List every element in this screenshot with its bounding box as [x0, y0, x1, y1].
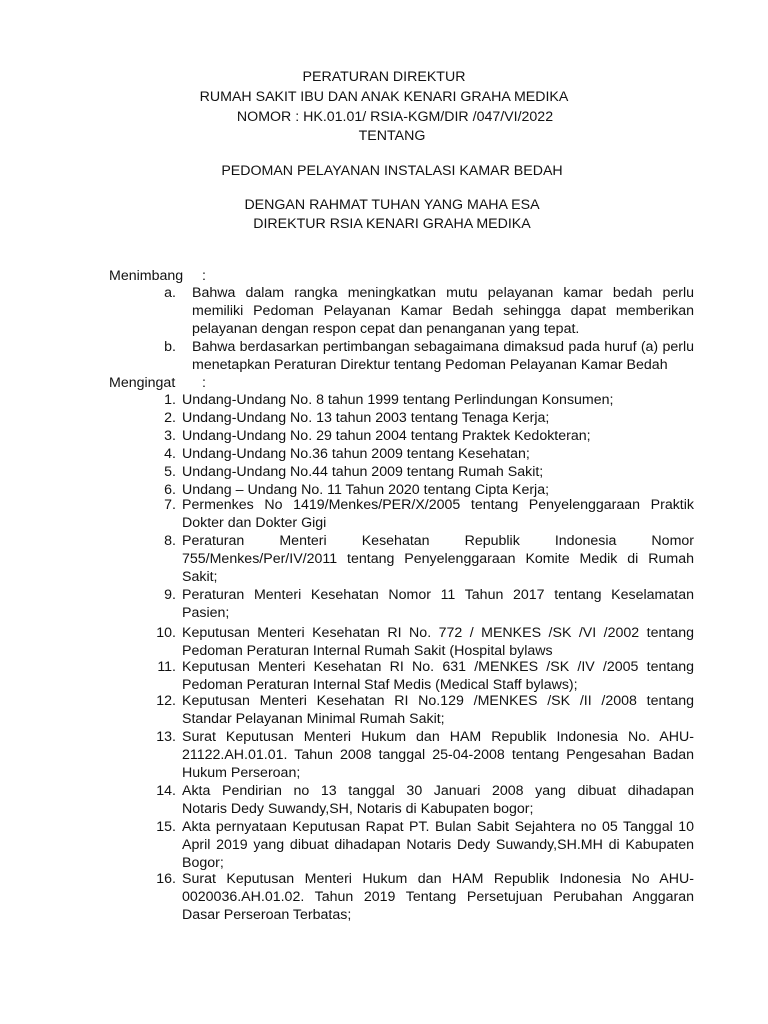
mengingat-item-text-line: Surat Keputusan Menteri Hukum dan HAM Republik Indonesia No AHU-	[182, 871, 694, 887]
mengingat-item-marker: 2.	[164, 410, 176, 426]
mengingat-item-text-line: Keputusan Menteri Kesehatan RI No. 631 /MENKES /SK /IV /2005 tentang	[182, 659, 694, 675]
menimbang-item-text-line: memiliki Pedoman Pelayanan Kamar Bedah sehingga dapat memberikan	[192, 303, 694, 320]
mengingat-item-text-line: 21122.AH.01.01. Tahun 2008 tanggal 25-04-2008 tentang Pengesahan Badan	[182, 747, 694, 764]
mengingat-item-text-line: Notaris Dedy Suwandy,SH, Notaris di Kabupaten bogor;	[182, 801, 534, 818]
menimbang-item-marker: b.	[164, 339, 176, 355]
mengingat-item-marker: 9.	[164, 587, 176, 603]
mengingat-item-marker: 6.	[164, 482, 176, 498]
mengingat-item-text-line: Bogor;	[182, 855, 224, 872]
mengingat-item-text-line: Dokter dan Dokter Gigi	[182, 515, 327, 532]
mengingat-item-text-line: Surat Keputusan Menteri Hukum dan HAM Republik Indonesia No. AHU-	[182, 729, 694, 745]
mengingat-item-text-line: April 2019 yang dibuat dihadapan Notaris Dedy Suwandy,SH.MH di Kabupaten	[182, 837, 694, 854]
mengingat-item-text-line: 0020036.AH.01.02. Tahun 2019 Tentang Persetujuan Perubahan Anggaran	[182, 889, 694, 906]
mengingat-item-text-line: Sakit;	[182, 569, 218, 586]
mengingat-item-text-line: Standar Pelayanan Minimal Rumah Sakit;	[182, 711, 445, 728]
menimbang-item-text-line: menetapkan Peraturan Direktur tentang Pedoman Pelayanan Kamar Bedah	[192, 357, 668, 374]
menimbang-item-text-line: pelayanan dengan respon cepat dan penanganan yang tepat.	[192, 321, 580, 338]
mengingat-item-text-line: Peraturan Menteri Kesehatan Republik Indonesia Nomor	[182, 533, 694, 549]
menimbang-label: Menimbang	[109, 268, 184, 284]
tentang-heading: TENTANG	[358, 128, 426, 144]
mengingat-item-marker: 4.	[164, 446, 176, 462]
mengingat-item-text-line: Undang-Undang No. 8 tahun 1999 tentang Perlindungan Konsumen;	[182, 392, 614, 408]
menimbang-item-marker: a.	[164, 285, 176, 301]
doc-title: PERATURAN DIREKTUR	[302, 69, 466, 85]
mengingat-item-text-line: Pedoman Peraturan Internal Staf Medis (Medical Staff bylaws);	[182, 677, 578, 694]
mengingat-item-text-line: Dasar Perseroan Terbatas;	[182, 907, 352, 924]
mengingat-item-marker: 10.	[156, 625, 176, 641]
mengingat-item-marker: 14.	[156, 783, 176, 799]
mengingat-item-marker: 16.	[156, 871, 176, 887]
mengingat-item-marker: 7.	[164, 497, 176, 513]
mengingat-item-marker: 5.	[164, 464, 176, 480]
mengingat-item-text-line: Permenkes No 1419/Menkes/PER/X/2005 tentang Penyelenggaraan Praktik	[182, 497, 694, 513]
mengingat-colon: :	[202, 375, 206, 391]
mengingat-item-text-line: Undang-Undang No. 29 tahun 2004 tentang Praktek Kedokteran;	[182, 428, 591, 444]
hospital-name: RUMAH SAKIT IBU DAN ANAK KENARI GRAHA MEDIKA	[199, 89, 569, 105]
menimbang-item-text-line: Bahwa berdasarkan pertimbangan sebagaimana dimaksud pada huruf (a) perlu	[192, 339, 694, 355]
mengingat-item-marker: 13.	[156, 729, 176, 745]
mengingat-item-text-line: Akta pernyataan Keputusan Rapat PT. Bulan Sabit Sejahtera no 05 Tanggal 10	[182, 819, 694, 835]
menimbang-colon: :	[202, 268, 206, 284]
mengingat-item-marker: 12.	[156, 693, 176, 709]
mengingat-item-text-line: Hukum Perseroan;	[182, 765, 301, 782]
mengingat-item-text-line: 755/Menkes/Per/IV/2011 tentang Penyelenggaraan Komite Medik di Rumah	[182, 551, 694, 568]
mengingat-item-text-line: Keputusan Menteri Kesehatan RI No.129 /MENKES /SK /II /2008 tentang	[182, 693, 694, 709]
mengingat-item-text-line: Undang-Undang No.36 tahun 2009 tentang Kesehatan;	[182, 446, 530, 462]
mengingat-item-marker: 15.	[156, 819, 176, 835]
mengingat-item-marker: 11.	[157, 659, 176, 675]
mengingat-item-text-line: Peraturan Menteri Kesehatan Nomor 11 Tahun 2017 tentang Keselamatan	[182, 587, 694, 603]
mengingat-item-text-line: Pedoman Peraturan Internal Rumah Sakit (Hospital bylaws	[182, 643, 553, 660]
menimbang-item-text-line: Bahwa dalam rangka meningkatkan mutu pelayanan kamar bedah perlu	[192, 285, 694, 301]
mengingat-label: Mengingat	[109, 375, 176, 391]
decree-number: NOMOR : HK.01.01/ RSIA-KGM/DIR /047/VI/2022	[236, 109, 554, 125]
subject-heading: PEDOMAN PELAYANAN INSTALASI KAMAR BEDAH	[221, 163, 563, 179]
mengingat-item-text-line: Keputusan Menteri Kesehatan RI No. 772 / MENKES /SK /VI /2002 tentang	[182, 625, 694, 641]
mengingat-item-text-line: Undang-Undang No. 13 tahun 2003 tentang Tenaga Kerja;	[182, 410, 550, 426]
mengingat-item-marker: 3.	[164, 428, 176, 444]
mengingat-item-text-line: Undang-Undang No.44 tahun 2009 tentang Rumah Sakit;	[182, 464, 544, 480]
director-line: DIREKTUR RSIA KENARI GRAHA MEDIKA	[253, 216, 531, 232]
mengingat-item-text-line: Pasien;	[182, 605, 230, 622]
mengingat-item-text-line: Akta Pendirian no 13 tanggal 30 Januari 2008 yang dibuat dihadapan	[182, 783, 694, 799]
mengingat-item-marker: 8.	[164, 533, 176, 549]
mengingat-item-marker: 1.	[164, 392, 176, 408]
blessing-line: DENGAN RAHMAT TUHAN YANG MAHA ESA	[244, 197, 540, 213]
mengingat-item-text-line: Undang – Undang No. 11 Tahun 2020 tentang Cipta Kerja;	[182, 482, 550, 498]
